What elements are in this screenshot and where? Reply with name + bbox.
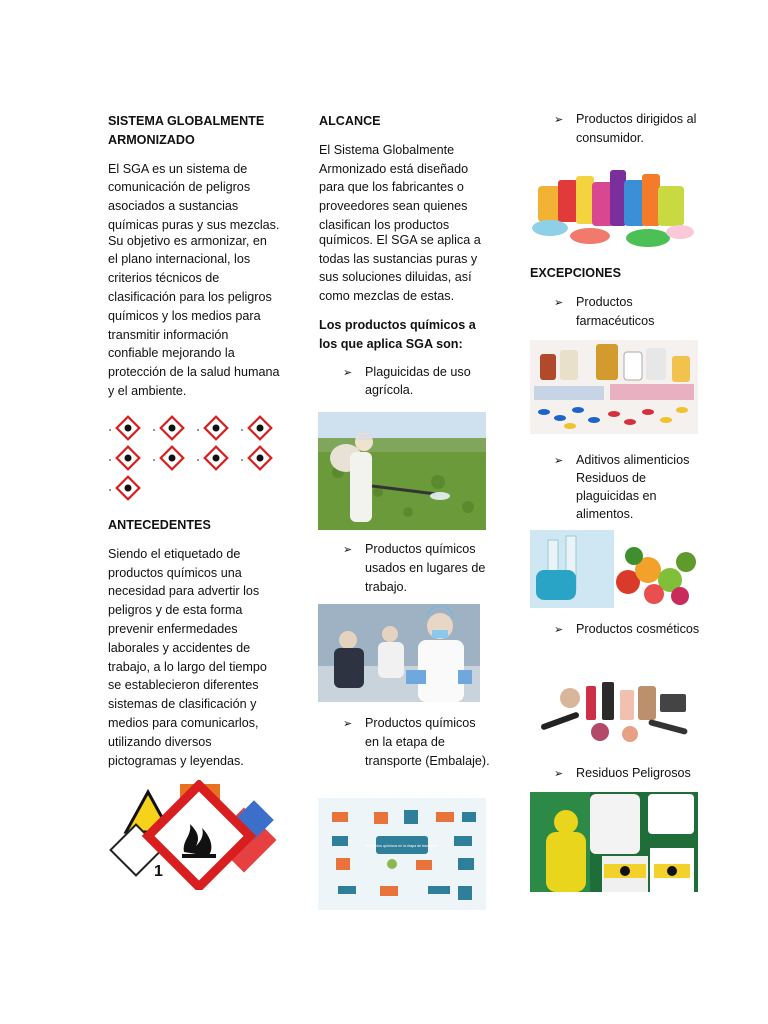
bullet-residuos-plaguicidas-text: Residuos de plaguicidas en alimentos. — [576, 471, 657, 521]
column-2-lower — [343, 714, 493, 770]
column-3-cosmeticos — [554, 620, 704, 640]
heading-sga: SISTEMA GLOBALMENTE ARMONIZADO — [108, 114, 265, 147]
column-2 — [319, 112, 491, 400]
bullet-aditivos — [554, 451, 704, 523]
hazardous-waste-image — [530, 792, 698, 892]
cosmetics-image — [530, 668, 698, 752]
logistics-infographic — [318, 798, 486, 910]
bullet-aditivos-text: Aditivos alimenticios — [576, 453, 690, 467]
bullet-lugares-trabajo — [343, 540, 493, 596]
arrow-right-icon: ➢ — [554, 768, 564, 780]
consumer-products-image — [530, 156, 698, 252]
toxic-pictogram-icon — [153, 447, 183, 470]
explosive-pictogram-icon — [109, 417, 139, 440]
bullet-consumidor — [554, 110, 704, 148]
bullet-plaguicidas — [319, 363, 491, 401]
environment-pictogram-icon — [109, 477, 139, 500]
svg-text:1: 1 — [154, 863, 163, 880]
health-hazard-pictogram-icon — [241, 447, 271, 470]
bullet-cosmeticos — [554, 620, 704, 640]
column-3-aditivos — [554, 451, 704, 523]
heading-excepciones: EXCEPCIONES — [530, 266, 621, 280]
ghs-pictograms-grid — [106, 412, 282, 504]
column-3-residuos — [554, 764, 704, 784]
flammable-pictogram-icon — [153, 417, 183, 440]
infographic-caption: Productos químicos en la etapa de transporte — [365, 844, 439, 848]
bullet-lugares-trabajo-text: Productos químicos usados en lugares de trabajo. — [365, 542, 486, 594]
arrow-right-icon: ➢ — [554, 455, 564, 467]
bullet-farmaceuticos-text: Productos farmacéuticos — [576, 294, 655, 328]
subheading-aplica: Los productos químicos a los que aplica SGA son: — [319, 317, 476, 351]
bullet-residuos-peligrosos-text: Residuos Peligrosos — [576, 766, 691, 780]
heading-alcance: ALCANCE — [319, 114, 381, 128]
arrow-right-icon: ➢ — [343, 544, 353, 556]
para-alcance-2: químicos. El SGA se aplica a todas las sustancias puras y sus soluciones diluidas, así como mezclas de estas. — [319, 232, 481, 304]
bullet-consumidor-text: Productos dirigidos al consumidor. — [576, 112, 697, 145]
bullet-residuos-peligrosos — [554, 764, 704, 784]
bullet-plaguicidas-text: Plaguicidas de uso agrícola. — [365, 364, 471, 398]
arrow-right-icon: ➢ — [343, 366, 353, 379]
para-sga-objective: Su objetivo es armonizar, en el plano internacional, los criterios técnicos de clasificación para los peligros químicos y los medios para transmitir información confiable mejorando la protección de la salud humana y el ambiente. — [108, 233, 280, 398]
column-1-lower — [108, 516, 280, 770]
bullet-transporte-text: Productos químicos en la etapa de transporte (Embalaje). — [365, 716, 490, 768]
pharmaceuticals-image — [530, 340, 698, 434]
exclamation-pictogram-icon — [197, 447, 227, 470]
bullet-farmaceuticos — [530, 293, 700, 331]
para-alcance-1: El Sistema Globalmente Armonizado está diseñado para que los fabricantes o proveedores sean quienes clasifican los productos — [319, 142, 469, 232]
bullet-transporte — [343, 714, 493, 770]
column-1 — [108, 112, 280, 401]
arrow-right-icon: ➢ — [343, 718, 353, 730]
oxidizer-pictogram-icon — [197, 417, 227, 440]
para-antecedentes: Siendo el etiquetado de productos químicos una necesidad para advertir los peligros y de esta forma prevenir enfermedades laborales y accidentes de trabajo, a lo largo del tiempo se establecieron diferentes sistemas de clasificación y medios para comunicarlos, utilizando diversos pictogramas y leyendas. — [108, 546, 267, 768]
food-additives-image — [530, 530, 698, 608]
hazard-signs-image — [104, 780, 276, 890]
corrosive-pictogram-icon — [109, 447, 139, 470]
para-sga-def: El SGA es un sistema de comunicación de peligros asociados a sustancias químicas puras y sus mezclas. — [108, 161, 280, 232]
bullet-cosmeticos-text: Productos cosméticos — [576, 622, 700, 636]
column-3-exceptions — [530, 264, 700, 330]
column-2-mid — [343, 540, 493, 596]
farmer-spraying-image — [318, 412, 486, 530]
arrow-right-icon: ➢ — [554, 624, 564, 636]
compressed-gas-pictogram-icon — [241, 417, 271, 440]
lab-workers-image — [318, 604, 480, 702]
arrow-right-icon: ➢ — [554, 296, 564, 309]
column-3-top — [554, 110, 704, 148]
heading-antecedentes: ANTECEDENTES — [108, 518, 211, 532]
arrow-right-icon: ➢ — [554, 114, 564, 126]
